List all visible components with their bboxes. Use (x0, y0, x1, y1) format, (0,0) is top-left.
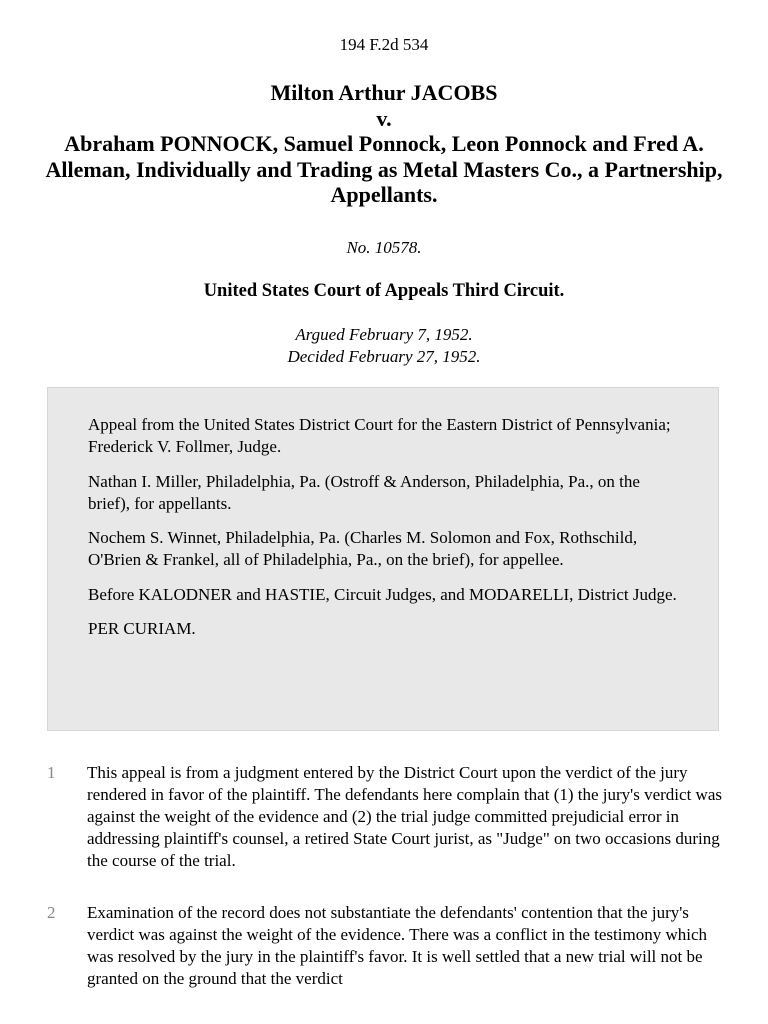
case-dates (0, 324, 768, 368)
paragraph-text: Examination of the record does not substantiate the defendants' contention that the jury's verdict was against the weight of the evidence. There was a conflict in the testimony which was resolved by the jury in the plaintiff's favor. It is well settled that a new trial will not be granted on the ground that the verdict (87, 903, 707, 988)
court-name: United States Court of Appeals Third Circuit. (203, 281, 565, 301)
docket-number: No. 10578. (346, 238, 422, 257)
opinion-paragraph (47, 902, 737, 990)
per-curiam: PER CURIAM. (88, 619, 196, 638)
appeal-line: Appeal from the United States District Court for the Eastern District of Pennsylvania; Frederick V. Follmer, Judge. (88, 415, 671, 456)
paragraph-number: 2 (47, 903, 56, 922)
opinion-paragraph (47, 762, 737, 872)
defendants-names: Abraham PONNOCK, Samuel Ponnock, Leon Ponnock and Fred A. Alleman, Individually and Trading as Metal Masters Co., a Partnership, Appellants. (45, 131, 723, 207)
paragraph-text: This appeal is from a judgment entered by the District Court upon the verdict of the jury rendered in favor of the plaintiff. The defendants here complain that (1) the jury's verdict was against the weight of the evidence and (2) the trial judge committed prejudicial error in addressing plaintiff's counsel, a retired State Court jurist, as "Judge" on two occasions during the course of the trial. (87, 763, 722, 870)
case-caption (40, 80, 728, 208)
decided-date: Decided February 27, 1952. (287, 347, 481, 366)
plaintiff-name: Milton Arthur JACOBS (270, 80, 498, 105)
argued-date: Argued February 7, 1952. (295, 325, 473, 344)
paragraph-number: 1 (47, 763, 56, 782)
appellee-counsel: Nochem S. Winnet, Philadelphia, Pa. (Charles M. Solomon and Fox, Rothschild, O'Brien & Frankel, all of Philadelphia, Pa., on the brief), for appellee. (88, 528, 638, 569)
versus-label: v. (376, 105, 392, 131)
bench-line: Before KALODNER and HASTIE, Circuit Judges, and MODARELLI, District Judge. (88, 584, 677, 604)
syllabus-box (47, 387, 719, 731)
appellant-counsel: Nathan I. Miller, Philadelphia, Pa. (Ostroff & Anderson, Philadelphia, Pa., on the brief), for appellants. (88, 471, 640, 513)
citation: 194 F.2d 534 (339, 35, 429, 54)
